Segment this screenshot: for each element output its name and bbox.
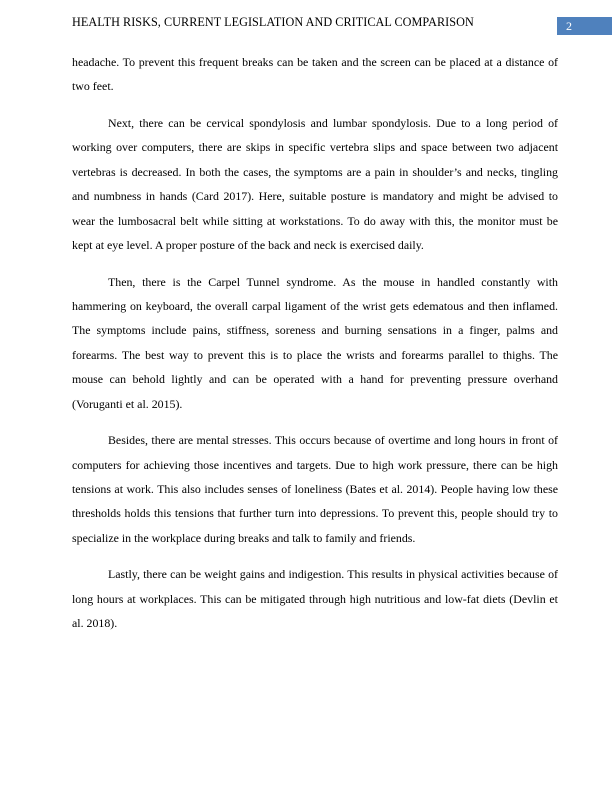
paragraph-spondylosis: Next, there can be cervical spondylosis and lumbar spondylosis. Due to a long period of working over computers, there are skips in specific vertebra slips and space between two adjacent vertebras is decreased. In both the cases, the symptoms are a pain in shoulder’s and necks, tingling and numbness in hands (Card 2017). Here, suitable posture is mandatory and might be advised to wear the lumbosacral belt while sitting at workstations. To do away with this, the monitor must be kept at eye level. A proper posture of the back and neck is exercised daily. [72,116,558,253]
paragraph-carpal-tunnel: Then, there is the Carpel Tunnel syndrome. As the mouse in handled constantly with hammering on keyboard, the overall carpal ligament of the wrist gets edematous and then inflamed. The symptoms include pains, stiffness, soreness and burning sensations in a finger, palms and forearms. The best way to prevent this is to place the wrists and forearms parallel to thighs. The mouse can behold lightly and can be operated with a hand for preventing pressure overhand (Voruganti et al. 2015). [72,274,558,411]
document-body [72,50,558,648]
page-header [0,0,612,40]
running-head: HEALTH RISKS, CURRENT LEGISLATION AND CRITICAL COMPARISON [72,15,474,29]
paragraph-headache-continuation: headache. To prevent this frequent breaks can be taken and the screen can be placed at a distance of two feet. [72,55,558,94]
paragraph-weight-gain: Lastly, there can be weight gains and indigestion. This results in physical activities because of long hours at workplaces. This can be mitigated through high nutritious and low-fat diets (Devlin et al. 2018). [72,567,558,631]
page-number-badge: 2 [557,17,612,35]
paragraph-mental-stress: Besides, there are mental stresses. This occurs because of overtime and long hours in front of computers for achieving those incentives and targets. Due to high work pressure, there can be high tensions at work. This also includes senses of loneliness (Bates et al. 2014). People having low these thresholds holds this tensions that further turn into depressions. To prevent this, people should try to specialize in the workplace during breaks and talk to family and friends. [72,433,558,545]
